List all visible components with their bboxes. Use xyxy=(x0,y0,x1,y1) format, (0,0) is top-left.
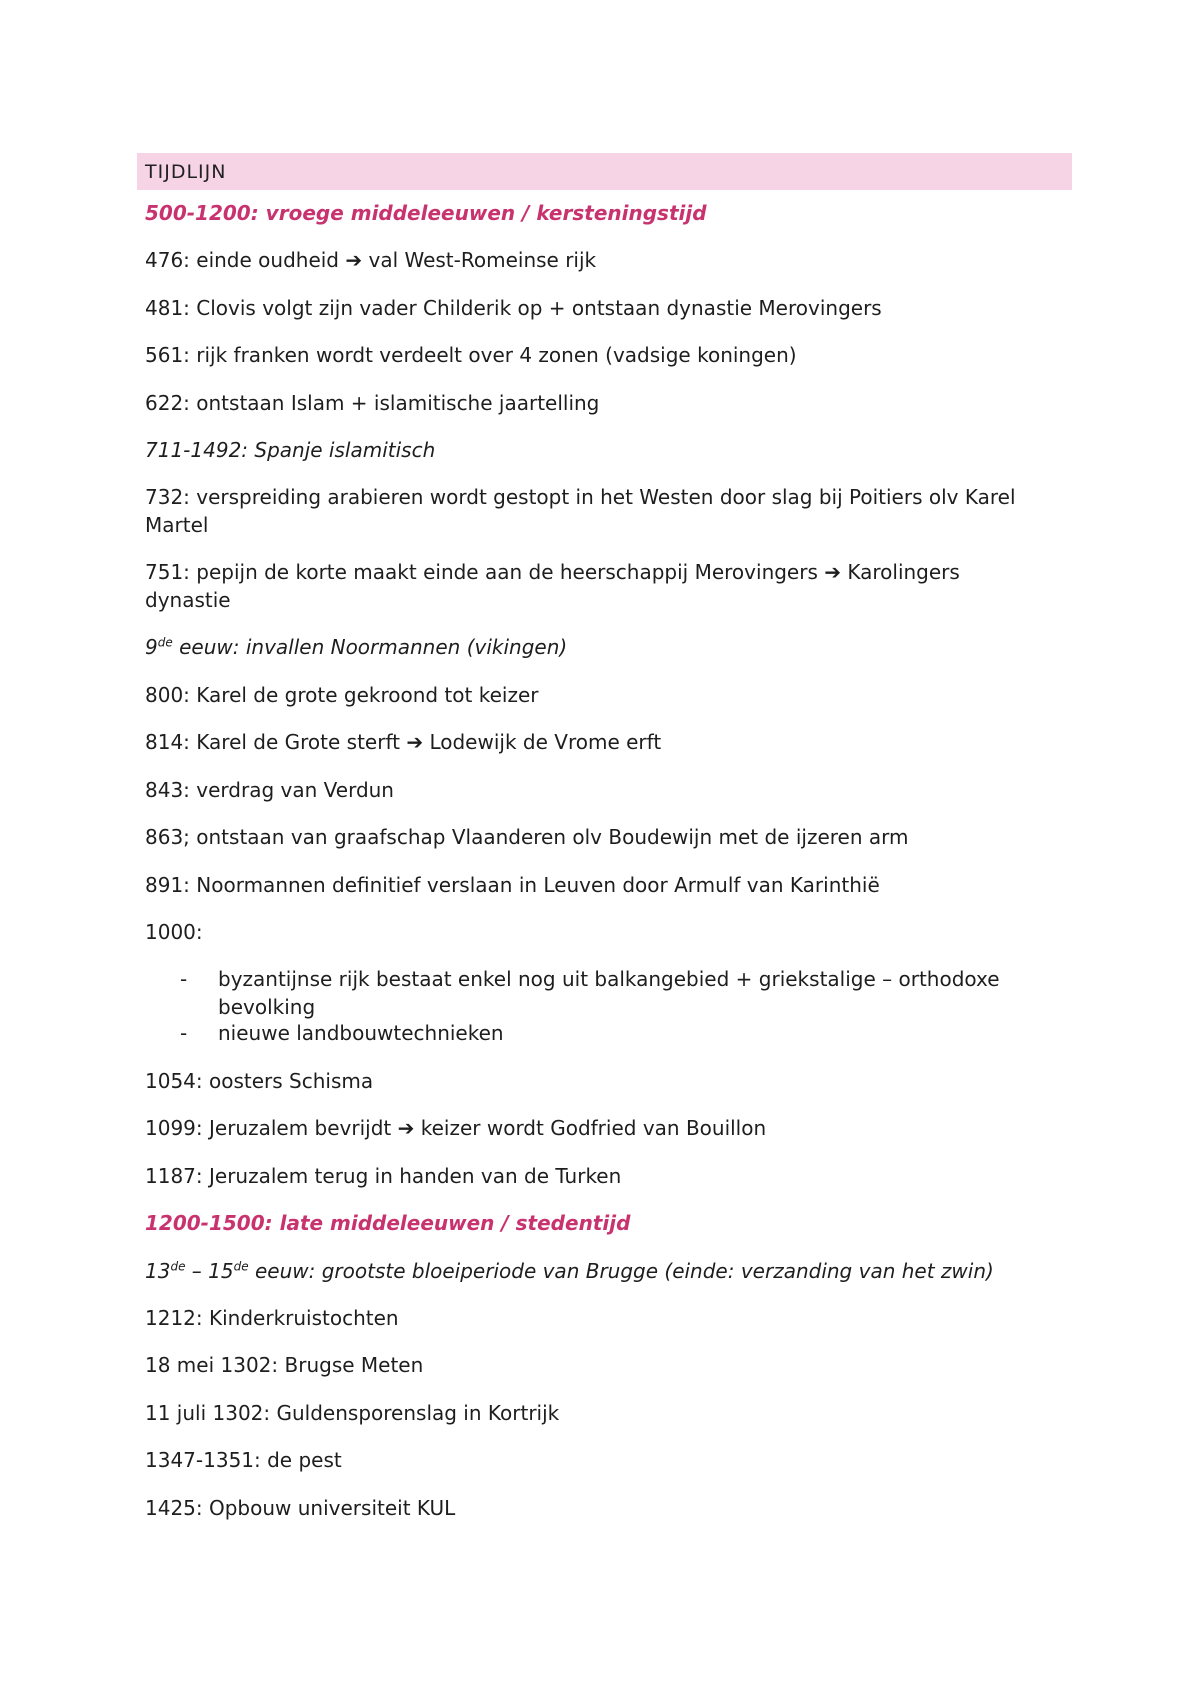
timeline-entry-1302-july: 11 juli 1302: Guldensporenslag in Kortrijk xyxy=(145,1401,560,1425)
timeline-entry-476: 476: einde oudheid ➔ val West-Romeinse rijk xyxy=(145,248,597,272)
timeline-entry-1302-may: 18 mei 1302: Brugse Meten xyxy=(145,1353,424,1377)
century-number: 13 xyxy=(145,1259,171,1283)
section-heading-late: 1200-1500: late middeleeuwen / stedentijd xyxy=(145,1211,631,1235)
section-heading-early: 500-1200: vroege middeleeuwen / kersteningstijd xyxy=(145,201,707,225)
century-text: eeuw: invallen Noormannen (vikingen) xyxy=(172,635,568,659)
timeline-entry-843: 843: verdrag van Verdun xyxy=(145,778,394,802)
century-text: eeuw: grootste bloeiperiode van Brugge (einde: verzanding van het zwin) xyxy=(248,1259,994,1283)
century-number: 9 xyxy=(145,635,158,659)
century-superscript: de xyxy=(157,635,173,650)
timeline-entry-561: 561: rijk franken wordt verdeelt over 4 zonen (vadsige koningen) xyxy=(145,343,797,367)
list-item xyxy=(180,965,1040,1021)
timeline-entry-814: 814: Karel de Grote sterft ➔ Lodewijk de Vrome erft xyxy=(145,730,662,754)
list-item xyxy=(180,1019,1040,1047)
timeline-entry-732: 732: verspreiding arabieren wordt gestopt in het Westen door slag bij Poitiers olv Karel Martel xyxy=(145,485,1016,537)
bullet-text: byzantijnse rijk bestaat enkel nog uit balkangebied + griekstalige – orthodoxe bevolking xyxy=(218,967,1000,1019)
bullet-dash: - xyxy=(180,967,188,991)
timeline-entry-800: 800: Karel de grote gekroond tot keizer xyxy=(145,683,539,707)
timeline-entry-863: 863; ontstaan van graafschap Vlaanderen olv Boudewijn met de ijzeren arm xyxy=(145,825,909,849)
timeline-entry-9th-century xyxy=(145,633,1045,661)
timeline-title: TIJDLIJN xyxy=(145,161,227,183)
timeline-entry-1187: 1187: Jeruzalem terug in handen van de Turken xyxy=(145,1164,622,1188)
timeline-entry-481: 481: Clovis volgt zijn vader Childerik op + ontstaan dynastie Merovingers xyxy=(145,296,882,320)
timeline-entry-622: 622: ontstaan Islam + islamitische jaartelling xyxy=(145,391,600,415)
timeline-entry-1099: 1099: Jeruzalem bevrijdt ➔ keizer wordt Godfried van Bouillon xyxy=(145,1116,767,1140)
bullet-dash: - xyxy=(180,1021,188,1045)
century-range: – 15 xyxy=(185,1259,234,1283)
timeline-entry-891: 891: Noormannen definitief verslaan in Leuven door Armulf van Karinthië xyxy=(145,873,880,897)
timeline-entry-1054: 1054: oosters Schisma xyxy=(145,1069,374,1093)
timeline-entry-13th-15th-century xyxy=(145,1257,1045,1285)
timeline-entry-751: 751: pepijn de korte maakt einde aan de heerschappij Merovingers ➔ Karolingers dynastie xyxy=(145,560,960,612)
timeline-entry-711: 711-1492: Spanje islamitisch xyxy=(145,438,436,462)
bullet-text: nieuwe landbouwtechnieken xyxy=(218,1021,504,1045)
timeline-header-band xyxy=(137,153,1072,190)
timeline-entry-1347: 1347-1351: de pest xyxy=(145,1448,342,1472)
century-superscript: de xyxy=(233,1259,249,1274)
timeline-entry-1212: 1212: Kinderkruistochten xyxy=(145,1306,399,1330)
timeline-entry-1000: 1000: xyxy=(145,920,203,944)
century-superscript: de xyxy=(170,1259,186,1274)
timeline-entry-1425: 1425: Opbouw universiteit KUL xyxy=(145,1496,456,1520)
